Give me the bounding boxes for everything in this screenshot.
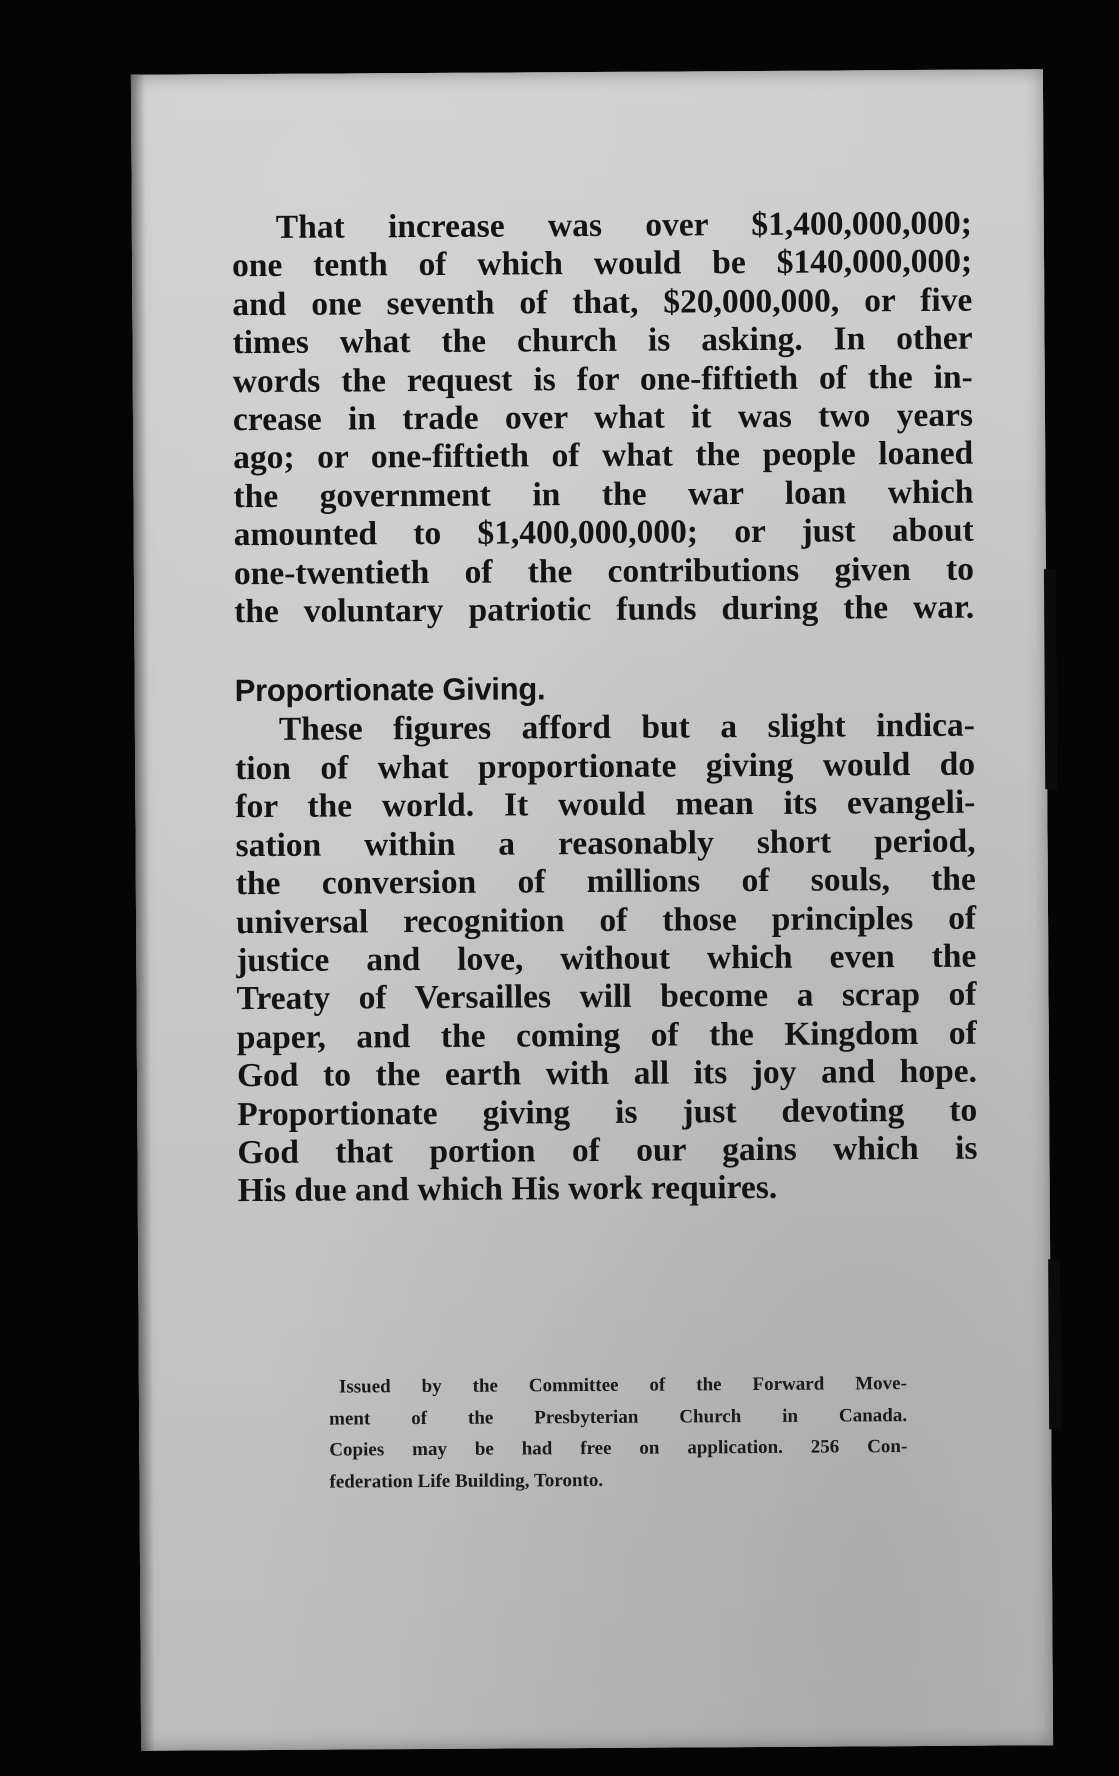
text-line: the government in the war loan which — [233, 473, 974, 516]
scanned-page — [131, 69, 1053, 1751]
binding-tab-top — [1044, 569, 1057, 789]
paragraph-proportionate-giving — [235, 707, 978, 1211]
text-line: and one seventh of that, $20,000,000, or five — [232, 281, 973, 323]
body-text — [232, 205, 978, 1211]
text-line: tion of what proportionate giving would do — [235, 745, 976, 788]
page-edge-shadow — [131, 75, 155, 1751]
text-line: His due and which His work requires. — [237, 1169, 778, 1210]
text-line: paper, and the coming of the Kingdom of — [236, 1014, 977, 1056]
text-line: Treaty of Versailles will become a scrap of — [236, 975, 977, 1018]
text-line: times what the church is asking. In other — [232, 319, 973, 362]
text-line: the conversion of millions of souls, the — [235, 860, 976, 903]
text-line: God that portion of our gains which is — [237, 1129, 978, 1172]
text-line: words the request is for one-fiftieth of the in- — [232, 358, 973, 400]
text-line: sation within a reasonably short period, — [235, 822, 976, 864]
text-line: amounted to $1,400,000,000; or just about — [233, 511, 974, 554]
colophon-line: ment of the Presbyterian Church in Canada. — [329, 1404, 908, 1430]
colophon-line: Copies may be had free on application. 256 Con- — [329, 1436, 908, 1461]
text-line: the voluntary patriotic funds during the war. — [234, 588, 975, 631]
text-line: That increase was over $1,400,000,000; — [275, 204, 972, 246]
text-line: one-twentieth of the contributions given to — [233, 550, 975, 592]
text-line: crease in trade over what it was two years — [232, 396, 974, 439]
text-line: one tenth of which would be $140,000,000; — [231, 243, 973, 285]
text-line: These figures afford but a slight indica- — [278, 707, 975, 749]
colophon-line: Issued by the Committee of the Forward Move- — [338, 1373, 907, 1398]
text-line: justice and love, without which even the — [236, 937, 977, 980]
paragraph-increase — [232, 205, 975, 632]
text-line: for the world. It would mean its evangeli- — [235, 783, 976, 826]
section-heading: Proportionate Giving. — [234, 671, 546, 709]
text-line: Proportionate giving is just devoting to — [237, 1091, 978, 1133]
text-line: universal recognition of those principles of — [235, 899, 977, 941]
colophon-line: federation Life Building, Toronto. — [329, 1469, 604, 1493]
text-line: God to the earth with all its joy and hope. — [236, 1052, 978, 1095]
binding-tab-bottom — [1048, 1259, 1061, 1429]
colophon — [329, 1368, 908, 1498]
text-line: ago; or one-fiftieth of what the people loaned — [233, 435, 974, 477]
